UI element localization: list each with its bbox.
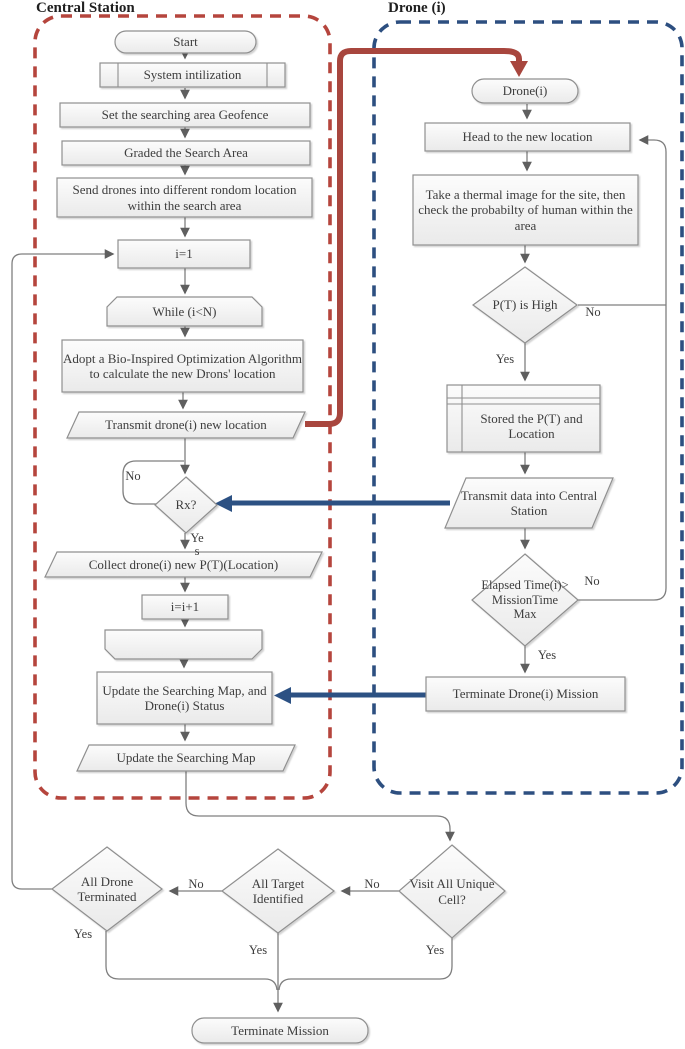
node-visit-all: Visit All Unique Cell? [409, 876, 495, 907]
edge-label-rx-yes-line2: s [194, 543, 200, 558]
node-send-drones: Send drones into different rondom location within the search area [72, 182, 297, 213]
node-update-map: Update the Searching Map [116, 750, 256, 766]
node-system-init: System intilization [143, 67, 242, 83]
edge-label-elapsed-no: No [584, 574, 600, 588]
edge-label-rx-yes-line1: Ye [190, 531, 204, 545]
node-transmit-data: Transmit data into Central Station [460, 487, 598, 518]
node-adopt: Adopt a Bio-Inspired Optimization Algorithm to calculate the new Drons' location [62, 350, 303, 381]
central-station-title: Central Station [36, 0, 135, 16]
drone-title: Drone (i) [388, 0, 446, 16]
edge-label-visit-no: No [364, 877, 380, 891]
node-terminate-drone: Terminate Drone(i) Mission [452, 686, 599, 702]
node-while: While (i<N) [152, 303, 217, 319]
node-grade-area: Graded the Search Area [124, 145, 248, 161]
blue-arrow-terminate-to-update [274, 687, 426, 704]
edge-label-target-no: No [188, 877, 204, 891]
node-increment: i=i+1 [170, 599, 200, 615]
edge-label-alldrone-yes: Yes [73, 927, 93, 941]
node-all-target: All Target Identified [251, 875, 305, 906]
blue-arrow-data-to-rx [215, 495, 450, 512]
node-thermal: Take a thermal image for the site, then check the probabilty of human within the area [418, 187, 633, 233]
edge-label-pt-no: No [585, 305, 601, 319]
edge-alldrone-yes [106, 931, 277, 990]
node-start: Start [173, 34, 198, 50]
node-pt-high: P(T) is High [492, 297, 558, 313]
node-transmit-location: Transmit drone(i) new location [105, 417, 267, 433]
edge-label-target-yes: Yes [248, 943, 268, 957]
node-head: Head to the new location [462, 129, 593, 145]
edge-label-elapsed-yes: Yes [537, 648, 557, 662]
node-update-status: Update the Searching Map, and Drone(i) Status [102, 682, 267, 713]
edge-label-rx-yes [186, 532, 208, 557]
node-terminate-mission: Terminate Mission [231, 1022, 329, 1038]
node-set-geofence: Set the searching area Geofence [101, 107, 269, 123]
blue-arrowhead [274, 687, 291, 704]
edge-label-visit-yes: Yes [425, 943, 445, 957]
node-rx: Rx? [175, 497, 197, 513]
node-loop-end-shape [105, 630, 262, 659]
node-i1: i=1 [175, 246, 193, 262]
edge-label-pt-yes: Yes [495, 352, 515, 366]
edge-updatemap-to-visit [186, 771, 450, 840]
node-elapsed: Elapsed Time(i)> MissionTime Max [481, 577, 569, 622]
node-all-drone: All Drone Terminated [77, 873, 137, 904]
node-drone-pill: Drone(i) [502, 83, 548, 99]
blue-arrowhead [215, 495, 232, 512]
node-stored: Stored the P(T) and Location [480, 410, 583, 441]
node-collect: Collect drone(i) new P(T)(Location) [88, 556, 279, 572]
edge-label-rx-no: No [125, 469, 141, 483]
red-arrowhead [510, 61, 528, 77]
